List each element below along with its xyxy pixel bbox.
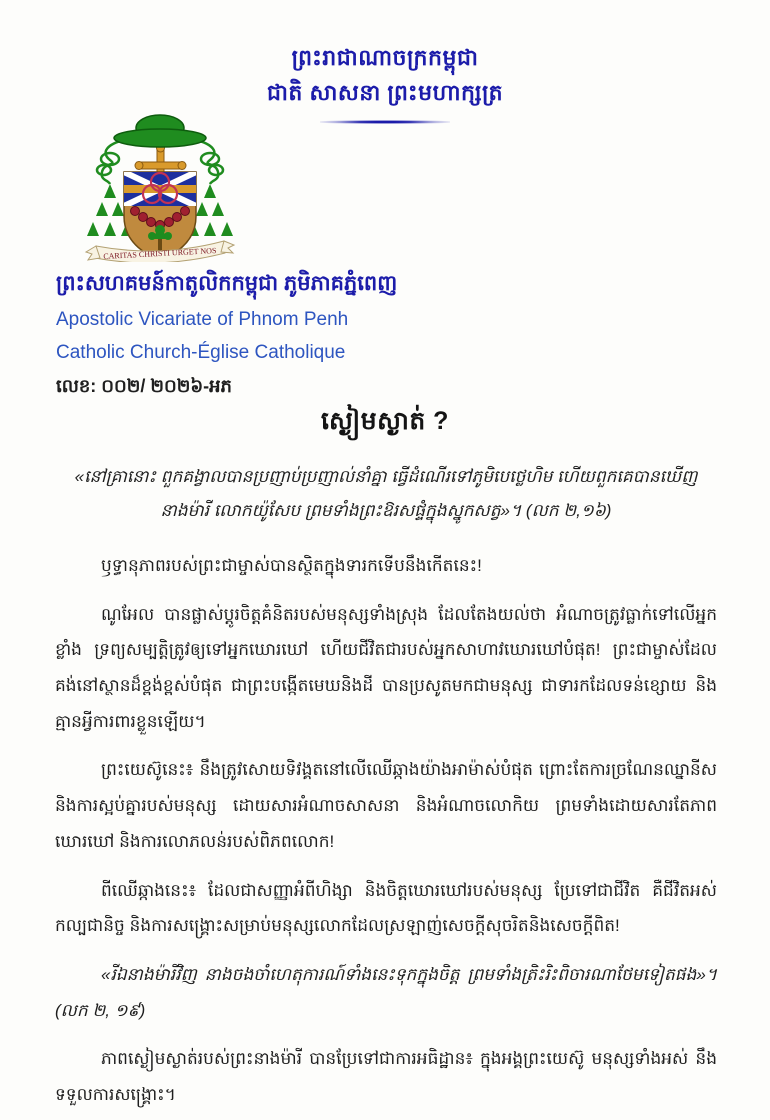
org-name-khmer: ព្រះសហគមន៍កាតូលិកកម្ពុជា ភូមិភាគភ្នំពេញ (56, 272, 398, 295)
kingdom-header-line1: ព្រះរាជាណាចក្រកម្ពុជា (291, 45, 479, 70)
scripture-quote-luke-2-19: «រីឯនាងម៉ារីវិញ នាងចងចាំហេតុការណ៍ទាំងនេះទុកក្នុងចិត្ត ព្រមទាំងត្រិះរិះពិចារណាថែមទៀតផង»។ (លក ២, ១៩) (55, 964, 717, 1020)
body-paragraph-2: ណូអែល បានផ្លាស់ប្តូរចិត្តគំនិតរបស់មនុស្សទាំងស្រុង ដែលតែងយល់ថា អំណាចត្រូវធ្លាក់ទៅលើអ្នកខ្លាំង ទ្រព្យសម្បត្តិត្រូវឲ្យទៅអ្នកឃោរឃៅ ហើយជីវិតជារបស់អ្នកសាហាវឃោរឃៅបំផុត! ព្រះជាម្ចាស់ដែលគង់នៅស្ថានដ៏ខ្ពង់ខ្ពស់បំផុត ជាព្រះបង្កើតមេឃនិងដី បានប្រសូតមកជាមនុស្ស ជាទារកដែលទន់ខ្សោយ និងគ្មានអ្វីការពារខ្លួនឡើយ។ (55, 604, 717, 731)
body-paragraph-1: ឫទ្ធានុភាពរបស់ព្រះជាម្ចាស់បានស្ថិតក្នុងទារកទើបនឹងកើតនេះ! (101, 556, 482, 575)
letterhead (56, 270, 536, 401)
org-name-french: Catholic Church-Église Catholique (56, 342, 346, 363)
body-paragraph-4: ពីឈើឆ្កាងនេះ៖ ដែលជាសញ្ញាអំពីហិង្សា និងចិត្តឃោរឃៅរបស់មនុស្ស ប្រែទៅជាជីវិត គឺជីវិតអស់កល្បជានិច្ច និងការសង្គ្រោះសម្រាប់មនុស្សលោកដែលស្រឡាញ់សេចក្ដីសុចរិតនិងសេចក្ដីពិត! (55, 880, 717, 936)
coat-of-arms-icon (80, 110, 240, 262)
header-divider-ornament (320, 120, 450, 124)
letter-body (55, 460, 717, 1120)
galero-hat-icon (114, 115, 206, 147)
org-name-english: Apostolic Vicariate of Phnom Penh (56, 309, 349, 330)
kingdom-header (0, 0, 770, 124)
coat-of-arms-svg (80, 110, 240, 262)
kingdom-header-line2: ជាតិ សាសនា ព្រះមហាក្សត្រ (266, 80, 504, 105)
body-paragraph-3: ព្រះយេស៊ូនេះ៖ នឹងត្រូវសោយទិវង្គតនៅលើឈើឆ្កាងយ៉ាងអាម៉ាស់បំផុត ព្រោះតែការច្រណែនឈ្នានីស និងការស្អប់គ្នារបស់មនុស្ស ដោយសារអំណាចសាសនា និងអំណាចលោកិយ ព្រមទាំងដោយសារតែភាពឃោរឃៅ និងការលោភលន់របស់ពិភពលោក! (55, 760, 717, 851)
galero-cord-right (196, 140, 223, 184)
scripture-quote-luke-2-16: «នៅគ្រានោះ ពួកគង្វាលបានប្រញាប់ប្រញាល់នាំគ្នា ធ្វើដំណើរទៅភូមិបេថ្លេហិម ហើយពួកគេបានឃើញ នាងម៉ារី លោកយ៉ូសែប ព្រមទាំងព្រះឱរសផ្ទំក្នុងស្នូកសត្វ»។ (លក ២,១៦) (74, 467, 698, 520)
body-paragraph-5: ភាពស្ងៀមស្ងាត់របស់ព្រះនាងម៉ារី បានប្រែទៅជាការអធិដ្ឋាន៖ ក្នុងអង្គព្រះយេស៊ូ មនុស្សទាំងអស់ នឹងទទួលការសង្គ្រោះ។ (55, 1049, 717, 1104)
reference-number: លេខ: ០០២/ ២០២៦-អភ (56, 376, 232, 396)
galero-cord-left (97, 140, 124, 184)
motto-text: CARITAS CHRISTI URGET NOS (103, 246, 217, 261)
document-title: ស្ងៀមស្ងាត់ ? (321, 407, 449, 435)
